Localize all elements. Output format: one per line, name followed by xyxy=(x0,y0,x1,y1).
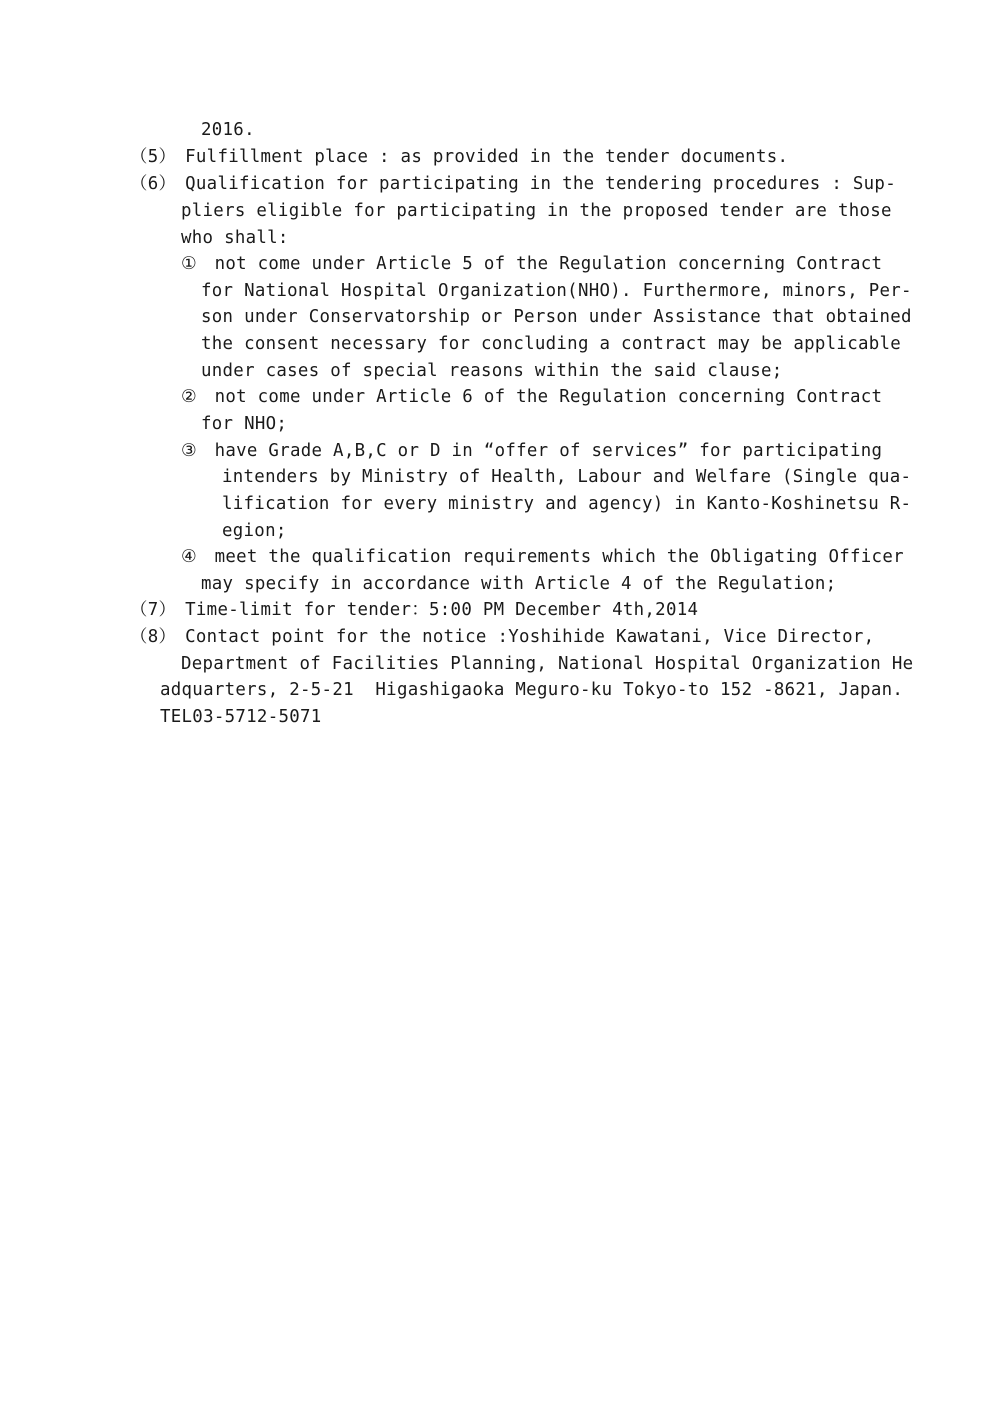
list-item-4: ④ meet the qualification requirements which the Obligating Officer xyxy=(181,547,904,567)
text-line: for National Hospital Organization(NHO). Furthermore, minors, Per- xyxy=(201,281,912,301)
section-8-heading: （8） Contact point for the notice :Yoshihide Kawatani, Vice Director, xyxy=(130,627,875,647)
text-line: Department of Facilities Planning, National Hospital Organization He xyxy=(181,654,914,674)
text-line: egion; xyxy=(222,521,287,541)
section-7-heading: （7） Time-limit for tender：5:00 PM December 4th,2014 xyxy=(130,600,699,620)
list-item-2: ② not come under Article 6 of the Regulation concerning Contract xyxy=(181,387,883,407)
list-item-3: ③ have Grade A,B,C or D in “offer of services” for participating xyxy=(181,441,883,461)
text-line: under cases of special reasons within the said clause; xyxy=(201,361,783,381)
text-line: pliers eligible for participating in the proposed tender are those xyxy=(181,201,892,221)
text-line: lification for every ministry and agency) in Kanto-Koshinetsu R- xyxy=(222,494,912,514)
text-line: 2016. xyxy=(201,120,255,140)
text-line: for NHO; xyxy=(201,414,288,434)
text-line: who shall: xyxy=(181,228,289,248)
text-line: son under Conservatorship or Person under Assistance that obtained xyxy=(201,307,912,327)
phone-number: TEL03-5712-5071 xyxy=(160,707,322,727)
section-5-heading: （5） Fulfillment place : as provided in the tender documents. xyxy=(130,147,789,167)
list-item-1: ① not come under Article 5 of the Regulation concerning Contract xyxy=(181,254,883,274)
text-line: adquarters, 2-5-21 Higashigaoka Meguro-ku Tokyo-to 152 -8621, Japan. xyxy=(160,680,904,700)
text-line: the consent necessary for concluding a contract may be applicable xyxy=(201,334,902,354)
section-6-heading: （6） Qualification for participating in the tendering procedures : Sup- xyxy=(130,174,896,194)
text-line: may specify in accordance with Article 4 of the Regulation; xyxy=(201,574,837,594)
text-line: intenders by Ministry of Health, Labour and Welfare (Single qua- xyxy=(222,467,912,487)
